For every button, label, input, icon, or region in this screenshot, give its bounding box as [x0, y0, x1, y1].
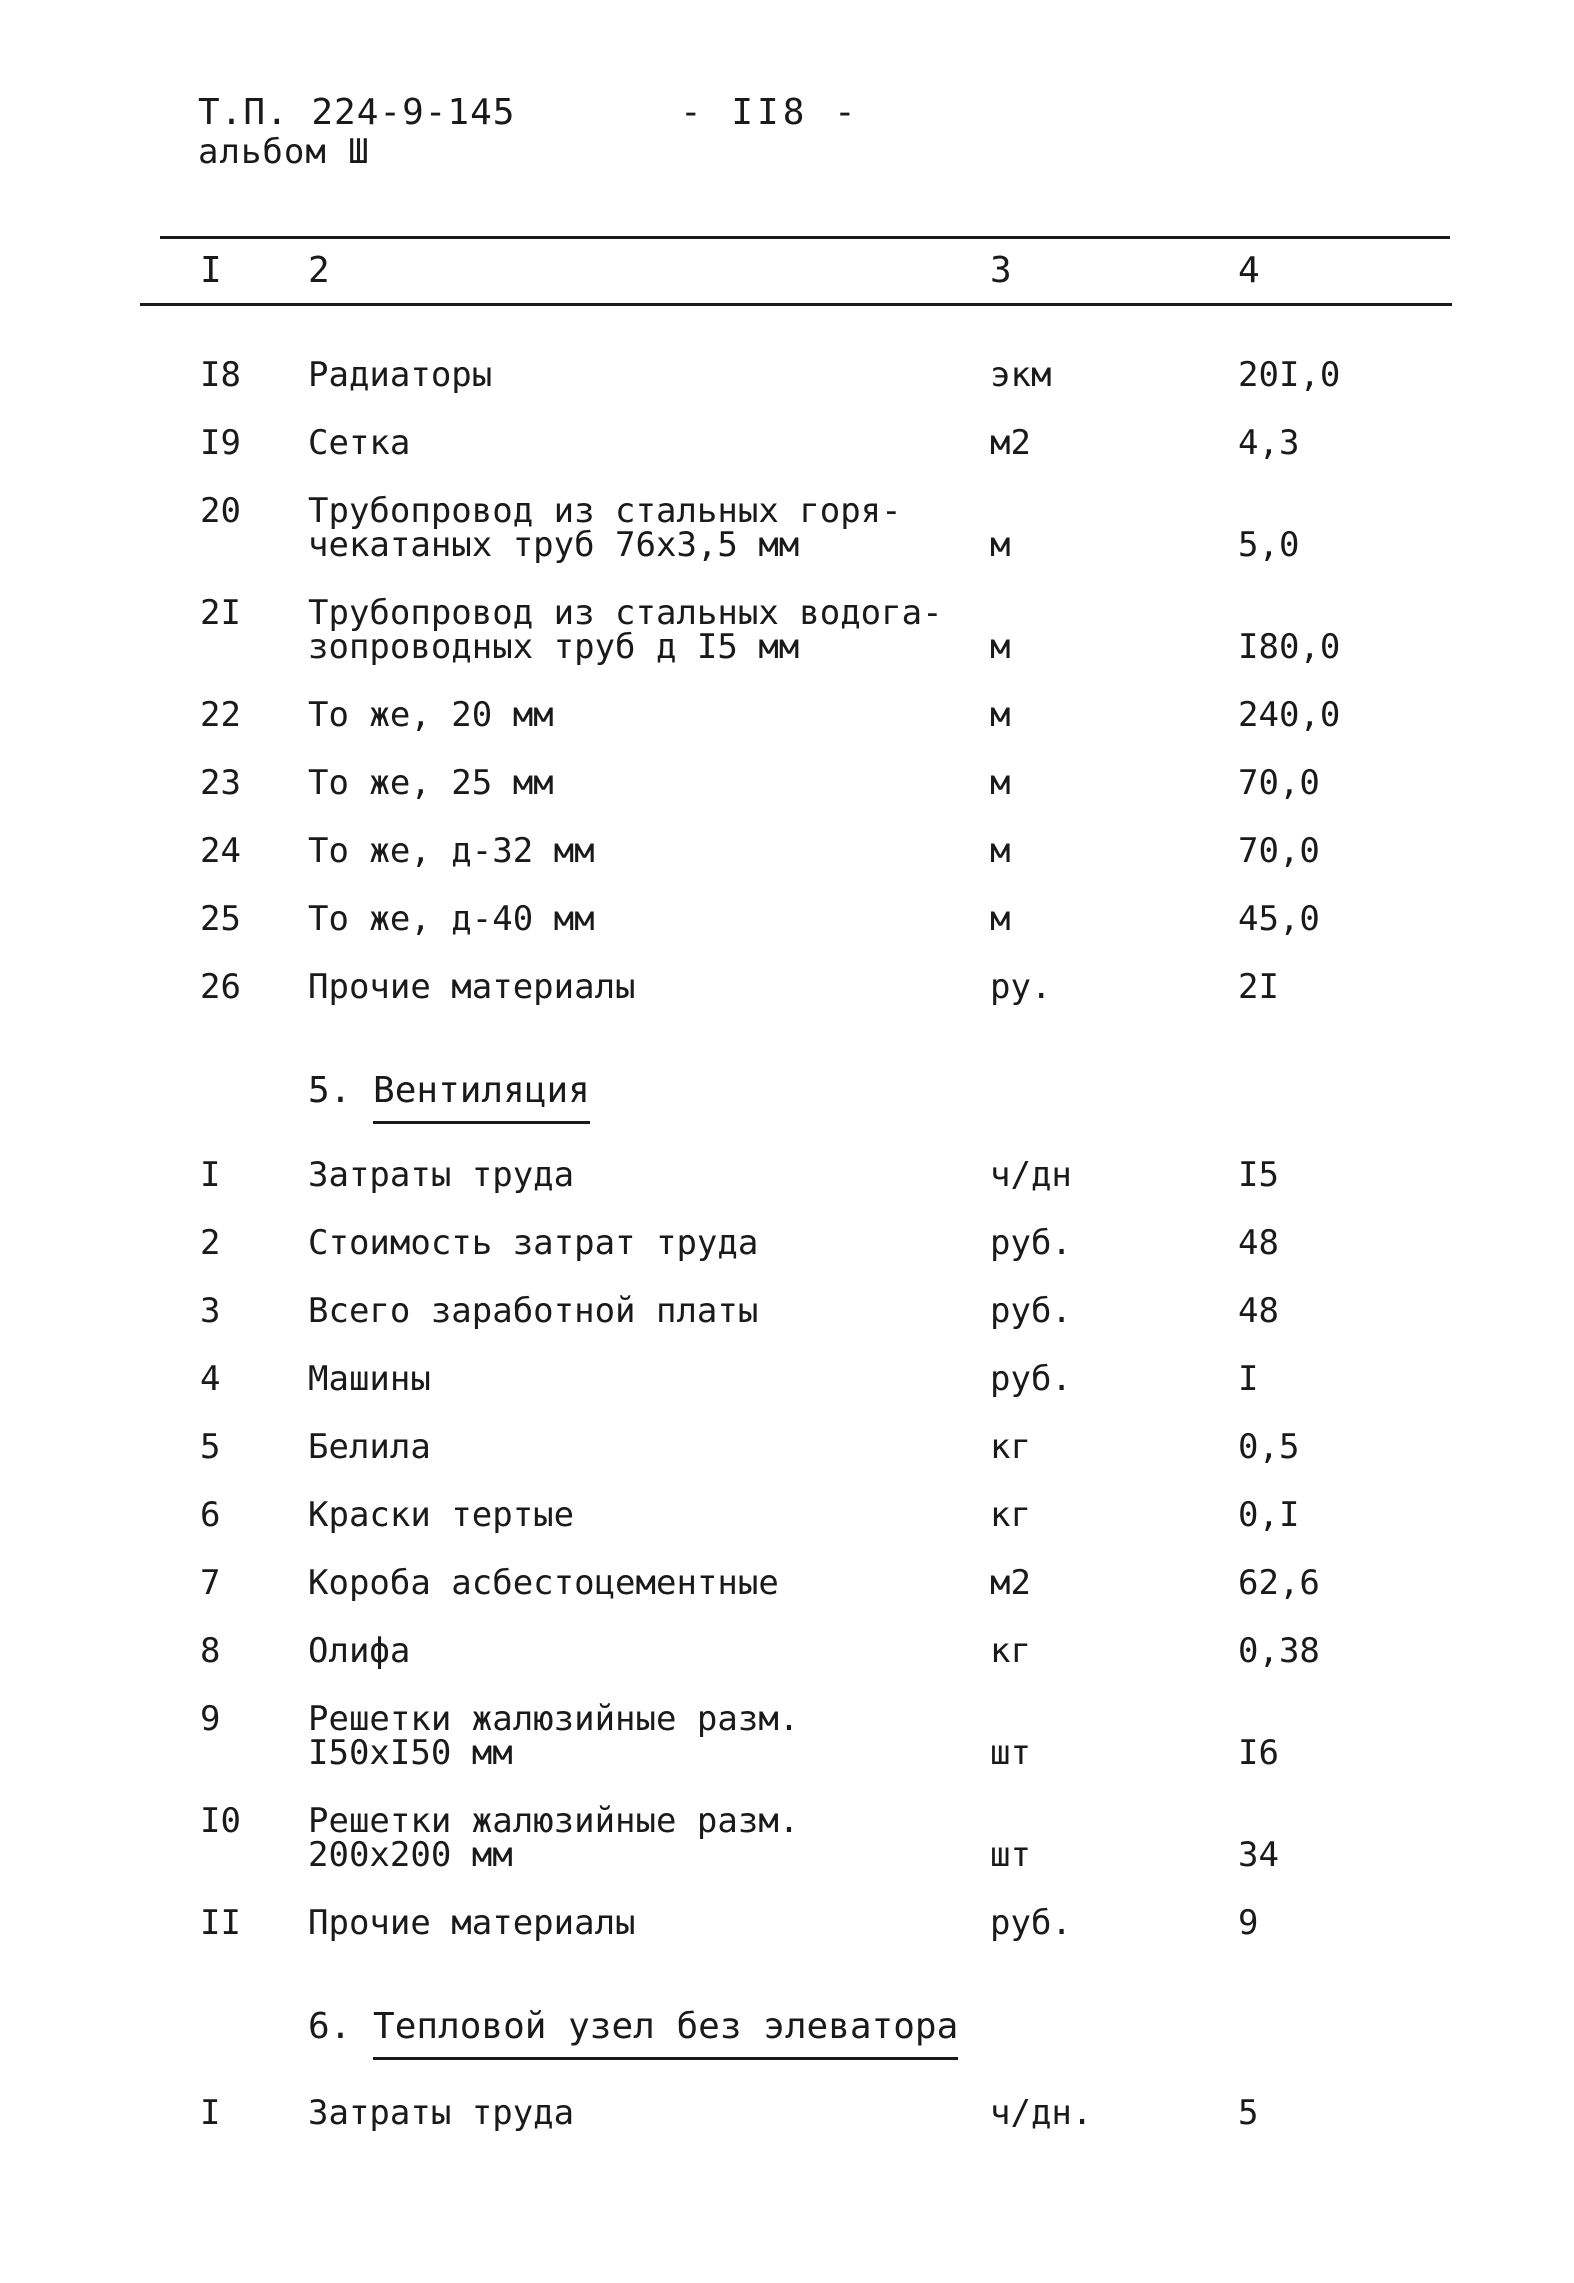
row-quantity: 45,0 — [1238, 899, 1320, 939]
row-number: 8 — [200, 1631, 221, 1671]
section-number: 6. — [308, 2006, 352, 2047]
row-quantity: 5,0 — [1238, 525, 1300, 565]
row-name: Прочие материалы — [308, 1903, 636, 1943]
row-unit: м — [990, 899, 1011, 939]
row-unit: м — [990, 763, 1011, 803]
row-quantity: I5 — [1238, 1155, 1279, 1195]
row-quantity: 48 — [1238, 1223, 1279, 1263]
row-name: Сетка — [308, 423, 411, 463]
row-name: Затраты труда — [308, 2093, 575, 2133]
row-unit: м — [990, 695, 1011, 735]
row-unit: шт — [990, 1733, 1031, 1773]
row-name: Решетки жалюзийные разм. 200х200 мм — [308, 1801, 800, 1875]
row-unit: ру. — [990, 967, 1052, 1007]
row-quantity: 34 — [1238, 1835, 1279, 1875]
row-name: Затраты труда — [308, 1155, 575, 1195]
section-title: Вентиляция — [373, 1070, 590, 1124]
table-top-rule — [160, 236, 1450, 239]
row-name: Олифа — [308, 1631, 411, 1671]
row-name: То же, д-40 мм — [308, 899, 595, 939]
row-number: 4 — [200, 1359, 221, 1399]
row-unit: кг — [990, 1427, 1031, 1467]
row-quantity: 62,6 — [1238, 1563, 1320, 1603]
document-header-album: альбом Ш — [198, 132, 370, 172]
row-unit: ч/дн. — [990, 2093, 1093, 2133]
row-name: Решетки жалюзийные разм. I50хI50 мм — [308, 1699, 800, 1773]
row-name: То же, д-32 мм — [308, 831, 595, 871]
row-quantity: 48 — [1238, 1291, 1279, 1331]
row-quantity: I80,0 — [1238, 627, 1341, 667]
section-number: 5. — [308, 1070, 352, 1111]
row-name: Машины — [308, 1359, 431, 1399]
row-name: Короба асбестоцементные — [308, 1563, 779, 1603]
row-name: То же, 20 мм — [308, 695, 554, 735]
column-header-2: 2 — [308, 250, 330, 291]
row-quantity: I — [1238, 1359, 1259, 1399]
row-name: Стоимость затрат труда — [308, 1223, 759, 1263]
row-quantity: 70,0 — [1238, 763, 1320, 803]
row-quantity: 70,0 — [1238, 831, 1320, 871]
page-number: - II8 - — [680, 92, 860, 133]
row-quantity: 0,I — [1238, 1495, 1300, 1535]
row-quantity: 0,5 — [1238, 1427, 1300, 1467]
row-number: I0 — [200, 1801, 241, 1841]
row-quantity: 4,3 — [1238, 423, 1300, 463]
row-number: I8 — [200, 355, 241, 395]
row-number: 3 — [200, 1291, 221, 1331]
row-number: 22 — [200, 695, 241, 735]
row-unit: м2 — [990, 1563, 1031, 1603]
row-number: 5 — [200, 1427, 221, 1467]
row-number: 25 — [200, 899, 241, 939]
row-number: 24 — [200, 831, 241, 871]
row-unit: м — [990, 627, 1011, 667]
row-number: 2I — [200, 593, 241, 633]
row-number: I — [200, 1155, 221, 1195]
row-quantity: I6 — [1238, 1733, 1279, 1773]
row-name: Трубопровод из стальных водога- зопроводных труб д I5 мм — [308, 593, 943, 667]
row-unit: ч/дн — [990, 1155, 1072, 1195]
row-unit: м2 — [990, 423, 1031, 463]
row-number: 23 — [200, 763, 241, 803]
row-number: 7 — [200, 1563, 221, 1603]
row-number: 2 — [200, 1223, 221, 1263]
row-unit: м — [990, 525, 1011, 565]
section-title: Тепловой узел без элеватора — [373, 2006, 958, 2060]
row-name: Краски тертые — [308, 1495, 575, 1535]
row-unit: шт — [990, 1835, 1031, 1875]
section-heading-heat-unit — [308, 2006, 958, 2047]
row-number: 20 — [200, 491, 241, 531]
table-header-rule — [140, 303, 1452, 306]
row-unit: экм — [990, 355, 1052, 395]
row-unit: м — [990, 831, 1011, 871]
row-number: 9 — [200, 1699, 221, 1739]
row-number: I — [200, 2093, 221, 2133]
row-name: Трубопровод из стальных горя- чекатаных труб 76х3,5 мм — [308, 491, 902, 565]
row-unit: кг — [990, 1495, 1031, 1535]
column-header-1: I — [200, 250, 222, 291]
row-unit: руб. — [990, 1903, 1072, 1943]
row-quantity: 5 — [1238, 2093, 1259, 2133]
row-name: Радиаторы — [308, 355, 493, 395]
row-number: 26 — [200, 967, 241, 1007]
column-header-4: 4 — [1238, 250, 1260, 291]
row-quantity: 240,0 — [1238, 695, 1341, 735]
row-quantity: 0,38 — [1238, 1631, 1320, 1671]
row-name: Белила — [308, 1427, 431, 1467]
row-quantity: 20I,0 — [1238, 355, 1341, 395]
section-heading-ventilation — [308, 1070, 590, 1111]
row-quantity: 2I — [1238, 967, 1279, 1007]
column-header-3: 3 — [990, 250, 1012, 291]
row-name: То же, 25 мм — [308, 763, 554, 803]
row-number: 6 — [200, 1495, 221, 1535]
row-number: II — [200, 1903, 241, 1943]
row-name: Прочие материалы — [308, 967, 636, 1007]
document-header-code: Т.П. 224-9-145 — [198, 92, 516, 133]
row-unit: руб. — [990, 1291, 1072, 1331]
row-unit: кг — [990, 1631, 1031, 1671]
row-unit: руб. — [990, 1359, 1072, 1399]
row-quantity: 9 — [1238, 1903, 1259, 1943]
row-unit: руб. — [990, 1223, 1072, 1263]
row-number: I9 — [200, 423, 241, 463]
row-name: Всего заработной платы — [308, 1291, 759, 1331]
